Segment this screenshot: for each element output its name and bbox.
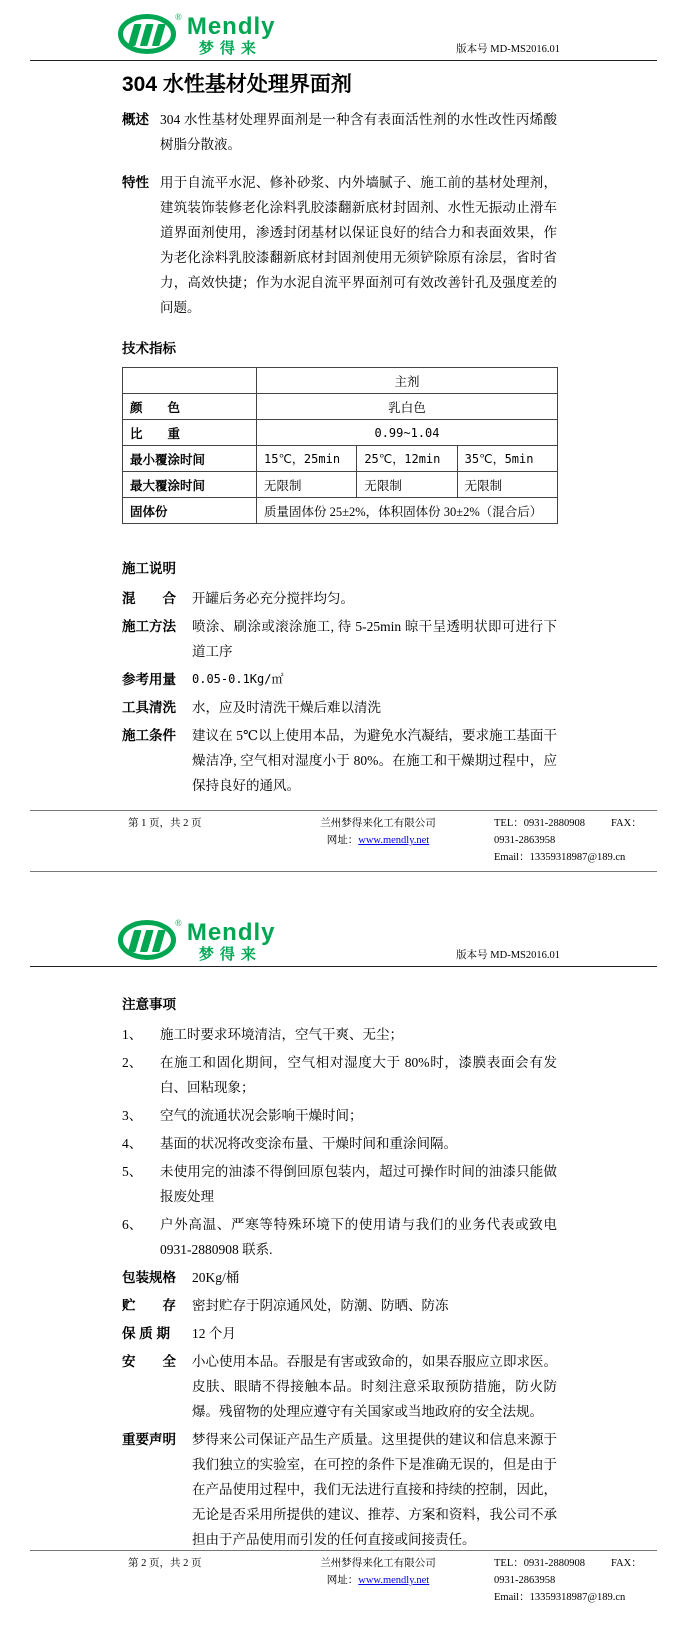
website-label: 网址：	[326, 835, 359, 846]
features-label: 特性	[122, 175, 149, 190]
company-name: 兰州梦得来化工有限公司	[320, 818, 436, 829]
mixing-row: 混 合 开罐后务必充分搅拌均匀。	[122, 591, 354, 606]
logo-chinese-name: 梦得来	[198, 946, 262, 963]
fax-number: FAX：0931-2863958	[494, 818, 642, 846]
tech-spec-table	[122, 367, 558, 524]
table-row: 比 重 0.99~1.04	[123, 420, 558, 446]
page-number: 第 1 页，共 2 页	[128, 818, 202, 829]
website-label: 网址：	[326, 1575, 359, 1586]
version-number: 版本号 MD-MS2016.01	[456, 950, 560, 961]
mendly-logo-icon	[118, 920, 176, 960]
company-name: 兰州梦得来化工有限公司	[320, 1558, 436, 1569]
features-row	[122, 170, 557, 320]
safety-row: 安 全 小心使用本品。吞服是有害或致命的，如果吞服应立即求医。皮肤、眼睛不得接触本品。时刻注意采取预防措施，防火防爆。残留物的处理应遵守有关国家或当地政府的安全法规。	[122, 1354, 557, 1419]
header-rule	[30, 60, 657, 61]
note-item: 2、 在施工和固化期间，空气相对湿度大于 80%时，漆膜表面会有发白、回粘现象；	[122, 1055, 557, 1095]
overview-row	[122, 107, 557, 157]
logo-wordmark: Mendly	[186, 13, 276, 40]
table-row: 最大覆涂时间 无限制 无限制 无限制	[123, 472, 558, 498]
table-header-main-agent: 主剂	[257, 368, 558, 394]
header-rule	[30, 966, 657, 967]
mendly-logo	[118, 14, 276, 56]
overview-label: 概述	[122, 112, 149, 127]
logo-chinese-name: 梦得来	[198, 40, 262, 57]
version-number: 版本号 MD-MS2016.01	[456, 44, 560, 55]
page2-header	[0, 872, 687, 966]
tech-heading: 技术指标	[122, 341, 176, 356]
note-item: 5、 未使用完的油漆不得倒回原包装内，超过可操作时间的油漆只能做报废处理	[122, 1164, 557, 1204]
note-item: 3、 空气的流通状况会影响干燥时间；	[122, 1108, 363, 1123]
fax-number: FAX：0931-2863958	[494, 1558, 642, 1586]
note-item: 6、 户外高温、严寒等特殊环境下的使用请与我们的业务代表或致电 0931-2880908 联系.	[122, 1217, 557, 1257]
disclaimer-row: 重要声明 梦得来公司保证产品生产质量。这里提供的建议和信息来源于我们独立的实验室，在可控的条件下是准确无误的，但是由于在产品使用过程中，我们无法进行直接和持续的控制，因此，无论是否采用所提供的建议、推荐、方案和资料，我公司不承担由于产品使用而引发的任何直接或间接责任。	[122, 1432, 557, 1547]
tel-number: TEL：0931-2880908	[494, 1558, 585, 1569]
packaging-row: 包装规格 20Kg/桶	[122, 1270, 240, 1285]
method-row: 施工方法 喷涂、刷涂或滚涂施工, 待 5-25min 晾干呈透明状即可进行下道工序	[122, 619, 557, 659]
tel-number: TEL：0931-2880908	[494, 818, 585, 829]
mendly-logo	[118, 920, 276, 962]
shelf-life-row: 保 质 期 12 个月	[122, 1326, 236, 1341]
page-number: 第 2 页，共 2 页	[128, 1558, 202, 1569]
tool-cleaning-row: 工具清洗 水，应及时清洗干燥后难以清洗	[122, 700, 381, 715]
construction-heading: 施工说明	[122, 561, 176, 576]
logo-wordmark: Mendly	[186, 919, 276, 946]
dosage-row: 参考用量 0.05-0.1Kg/㎡	[122, 672, 284, 687]
features-text: 用于自流平水泥、修补砂浆、内外墙腻子、施工前的基材处理剂，建筑装饰装修老化涂料乳胶漆翻新底材封固剂、水性无振动止滑车道界面剂使用，渗透封闭基材以保证良好的结合力和表面效果，作为老化涂料乳胶漆翻新底材封固剂使用无须铲除原有涂层，省时省力，高效快捷；作为水泥自流平界面剂可有效改善针孔及强度差的问题。	[160, 175, 557, 315]
page1-footer	[0, 810, 687, 872]
email-address: Email：13359318987@189.cn	[494, 852, 626, 863]
page2-footer	[0, 1550, 687, 1608]
registered-mark: ®	[175, 918, 182, 928]
overview-text: 304 水性基材处理界面剂是一种含有表面活性剂的水性改性丙烯酸树脂分散液。	[160, 112, 557, 152]
email-address: Email：13359318987@189.cn	[494, 1592, 626, 1603]
website-link[interactable]: www.mendly.net	[358, 1575, 430, 1586]
product-title: 304 水性基材处理界面剂	[122, 73, 352, 96]
storage-row: 贮 存 密封贮存于阴凉通风处，防潮、防晒、防冻	[122, 1298, 449, 1313]
website-link[interactable]: www.mendly.net	[358, 835, 430, 846]
table-row: 颜 色 乳白色	[123, 394, 558, 420]
mendly-logo-icon	[118, 14, 176, 54]
conditions-row: 施工条件 建议在 5℃以上使用本品，为避免水汽凝结，要求施工基面干燥洁净, 空气相对湿度小于 80%。在施工和干燥期过程中，应保持良好的通风。	[122, 728, 557, 793]
note-item: 4、 基面的状况将改变涂布量、干燥时间和重涂间隔。	[122, 1136, 457, 1151]
page1-header	[0, 0, 687, 60]
table-row	[123, 368, 558, 394]
table-row: 固体份 质量固体份 25±2%，体积固体份 30±2%（混合后）	[123, 498, 558, 524]
note-item: 1、 施工时要求环境清洁，空气干爽、无尘；	[122, 1027, 403, 1042]
registered-mark: ®	[175, 12, 182, 22]
table-row: 最小覆涂时间 15℃，25min 25℃，12min 35℃，5min	[123, 446, 558, 472]
notes-heading: 注意事项	[122, 997, 176, 1012]
